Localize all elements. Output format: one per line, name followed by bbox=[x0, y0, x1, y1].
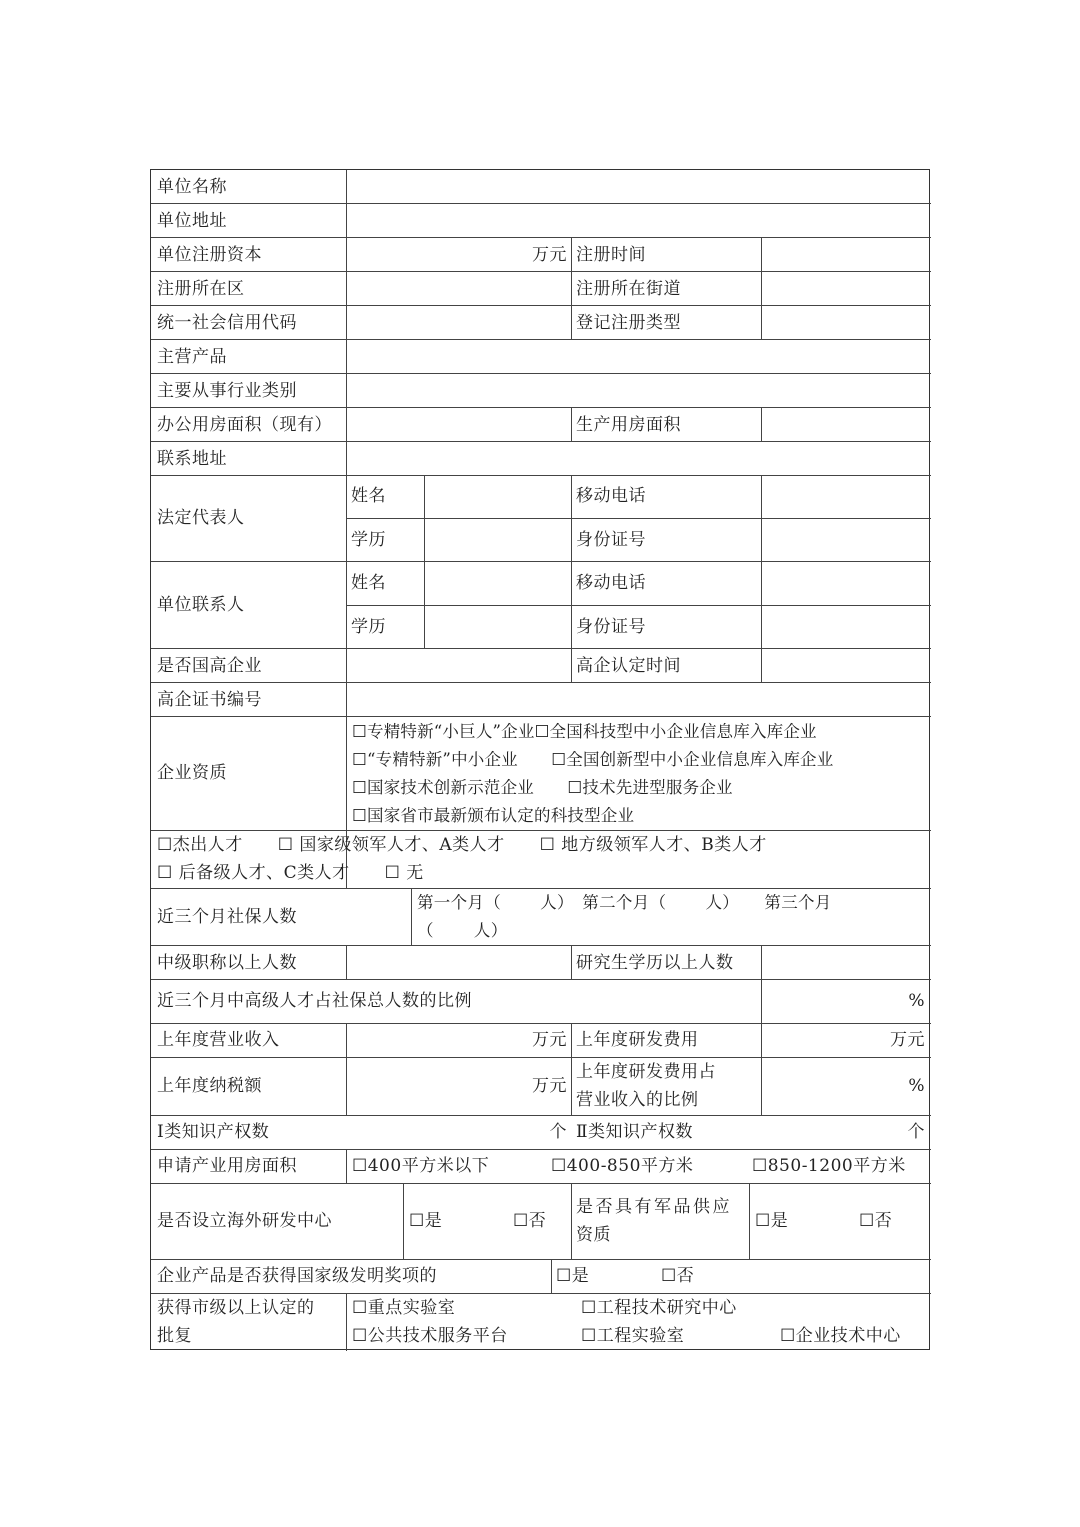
area-option-1[interactable]: ☐400平方米以下 bbox=[352, 1156, 490, 1176]
approval-eng-lab[interactable]: ☐工程实验室 bbox=[581, 1326, 685, 1346]
last-year-tax-label: 上年度纳税额 bbox=[157, 1076, 262, 1096]
social-security-label: 近三个月社保人数 bbox=[157, 907, 297, 927]
main-industry-label: 主要从事行业类别 bbox=[157, 381, 297, 401]
unit-contact-label: 单位联系人 bbox=[157, 595, 245, 615]
legal-rep-id-label: 身份证号 bbox=[576, 530, 646, 550]
military-label-line-1: 是否具有军品供应 bbox=[576, 1197, 732, 1217]
approval-eng-center[interactable]: ☐工程技术研究中心 bbox=[581, 1298, 737, 1318]
talent-ratio-label: 近三个月中高级人才占社保总人数的比例 bbox=[157, 991, 472, 1011]
talent-ratio-unit: % bbox=[908, 991, 925, 1011]
approval-label-line-2: 批复 bbox=[157, 1326, 192, 1346]
registration-type-label: 登记注册类型 bbox=[576, 313, 681, 333]
overseas-rd-label: 是否设立海外研发中心 bbox=[157, 1211, 332, 1231]
apply-area-label: 申请产业用房面积 bbox=[157, 1156, 297, 1176]
approval-key-lab[interactable]: ☐重点实验室 bbox=[352, 1298, 456, 1318]
registration-time-label: 注册时间 bbox=[576, 245, 646, 265]
overseas-rd-yes[interactable]: ☐是 bbox=[409, 1211, 443, 1231]
approval-public-platform[interactable]: ☐公共技术服务平台 bbox=[352, 1326, 508, 1346]
rd-ratio-unit: % bbox=[908, 1076, 925, 1096]
contact-id-label: 身份证号 bbox=[576, 617, 646, 637]
contact-name-label: 姓名 bbox=[351, 573, 386, 593]
national-award-yes[interactable]: ☐是 bbox=[556, 1266, 590, 1286]
qualification-line-3: ☐国家技术创新示范企业 ☐技术先进型服务企业 bbox=[352, 778, 733, 797]
last-year-revenue-label: 上年度营业收入 bbox=[157, 1030, 280, 1050]
registered-capital-label: 单位注册资本 bbox=[157, 245, 262, 265]
approval-tech-center[interactable]: ☐企业技术中心 bbox=[780, 1326, 901, 1346]
high-tech-cert-label: 高企证书编号 bbox=[157, 690, 262, 710]
qualification-line-2: ☐“专精特新”中小企业 ☐全国创新型中小企业信息库入库企业 bbox=[352, 750, 834, 769]
qualification-line-4: ☐国家省市最新颁布认定的科技型企业 bbox=[352, 806, 635, 825]
tax-unit: 万元 bbox=[532, 1076, 567, 1096]
contact-education-label: 学历 bbox=[351, 617, 386, 637]
social-security-months-line-1: 第一个月（ 人） 第二个月（ 人） 第三个月 bbox=[417, 893, 832, 912]
office-area-label: 办公用房面积（现有） bbox=[157, 415, 332, 435]
ip-class2-label: Ⅱ类知识产权数 bbox=[576, 1122, 694, 1142]
military-yes[interactable]: ☐是 bbox=[755, 1211, 789, 1231]
main-products-label: 主营产品 bbox=[157, 347, 227, 367]
revenue-unit: 万元 bbox=[532, 1030, 567, 1050]
rd-unit: 万元 bbox=[890, 1030, 925, 1050]
rd-ratio-label-line-2: 营业收入的比例 bbox=[576, 1090, 699, 1110]
last-year-rd-label: 上年度研发费用 bbox=[576, 1030, 699, 1050]
legal-rep-label: 法定代表人 bbox=[157, 508, 245, 528]
area-option-2[interactable]: ☐400-850平方米 bbox=[551, 1156, 694, 1176]
military-label-line-2: 资质 bbox=[576, 1225, 611, 1245]
postgrad-count-label: 研究生学历以上人数 bbox=[576, 953, 734, 973]
registration-district-label: 注册所在区 bbox=[157, 279, 245, 299]
military-no[interactable]: ☐否 bbox=[859, 1211, 893, 1231]
talent-line-1: ☐杰出人才 ☐ 国家级领军人才、A类人才 ☐ 地方级领军人才、B类人才 bbox=[157, 835, 767, 855]
mid-title-count-label: 中级职称以上人数 bbox=[157, 953, 297, 973]
legal-rep-education-label: 学历 bbox=[351, 530, 386, 550]
registration-street-label: 注册所在街道 bbox=[576, 279, 681, 299]
talent-line-2: ☐ 后备级人才、C类人才 ☐ 无 bbox=[157, 863, 424, 883]
contact-mobile-label: 移动电话 bbox=[576, 573, 646, 593]
unit-name-label: 单位名称 bbox=[157, 177, 227, 197]
rd-ratio-label-line-1: 上年度研发费用占 bbox=[576, 1062, 716, 1082]
unit-address-label: 单位地址 bbox=[157, 211, 227, 231]
ip-class1-unit: 个 bbox=[549, 1122, 567, 1142]
production-area-label: 生产用房面积 bbox=[576, 415, 681, 435]
legal-rep-mobile-label: 移动电话 bbox=[576, 486, 646, 506]
legal-rep-name-label: 姓名 bbox=[351, 486, 386, 506]
qualifications-label: 企业资质 bbox=[157, 763, 227, 783]
contact-address-label: 联系地址 bbox=[157, 449, 227, 469]
ip-class1-label: Ⅰ类知识产权数 bbox=[157, 1122, 270, 1142]
area-option-3[interactable]: ☐850-1200平方米 bbox=[752, 1156, 906, 1176]
overseas-rd-no[interactable]: ☐否 bbox=[513, 1211, 547, 1231]
capital-unit: 万元 bbox=[532, 245, 567, 265]
national-award-label: 企业产品是否获得国家级发明奖项的 bbox=[157, 1266, 437, 1286]
approval-label-line-1: 获得市级以上认定的 bbox=[157, 1298, 315, 1318]
national-award-no[interactable]: ☐否 bbox=[661, 1266, 695, 1286]
high-tech-time-label: 高企认定时间 bbox=[576, 656, 681, 676]
social-security-months-line-2: （ 人） bbox=[417, 921, 508, 940]
is-high-tech-label: 是否国高企业 bbox=[157, 656, 262, 676]
ip-class2-unit: 个 bbox=[907, 1122, 925, 1142]
qualification-line-1: ☐专精特新“小巨人”企业☐全国科技型中小企业信息库入库企业 bbox=[352, 722, 817, 741]
enterprise-application-form bbox=[150, 169, 930, 1350]
credit-code-label: 统一社会信用代码 bbox=[157, 313, 297, 333]
